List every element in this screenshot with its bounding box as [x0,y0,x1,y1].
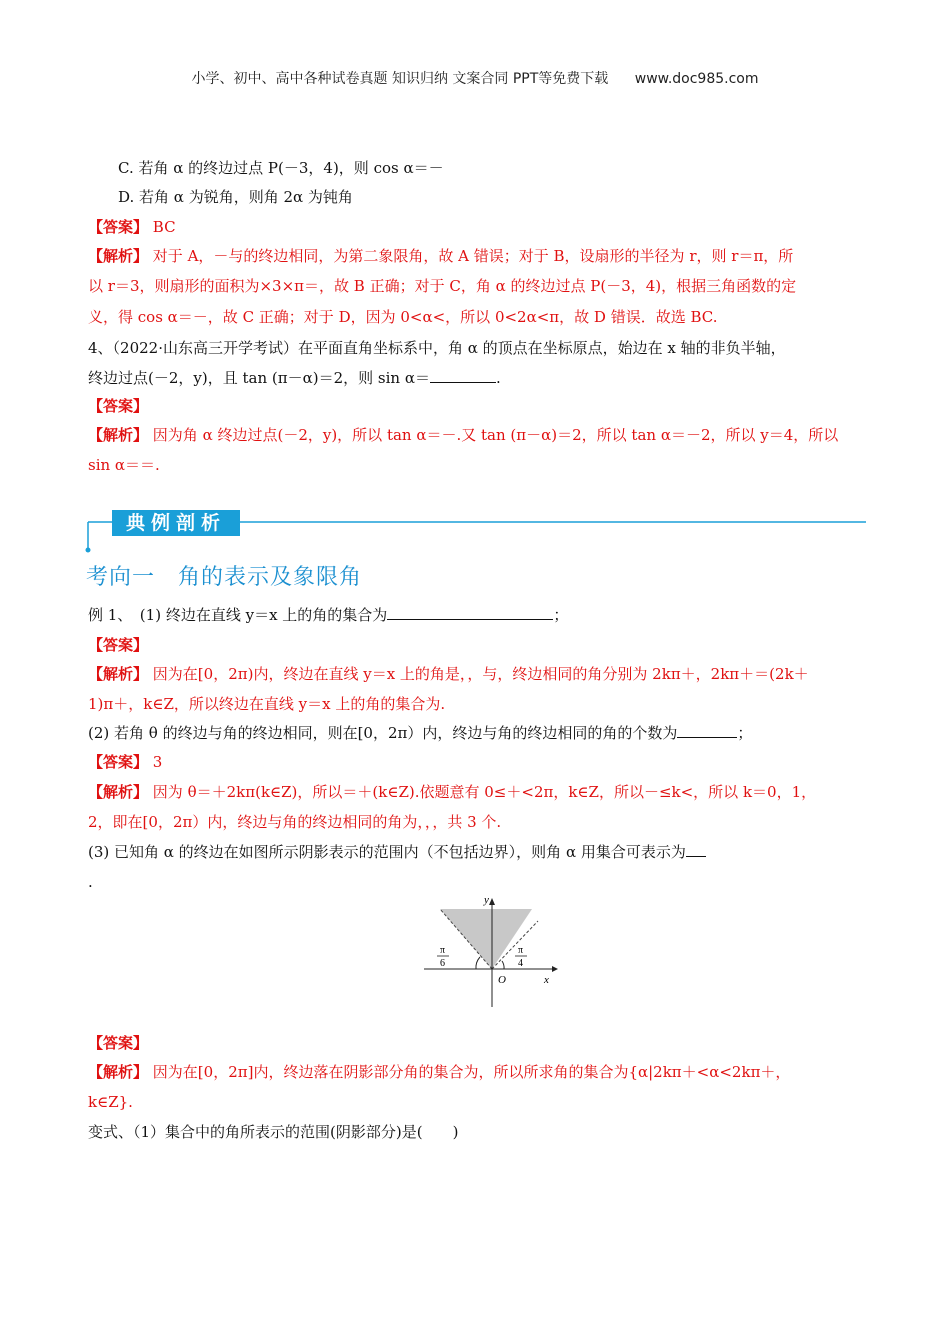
explanation-tag: 【解析】 [88,783,149,801]
variant-1: 变式、（1）集合中的角所表示的范围(阴影部分)是( ) [88,1123,459,1141]
explanation-1c: 义，得 cos α＝－，故 C 正确；对于 D，因为 0<α<，所以 0<2α<π，故 D 错误．故选 BC. [88,308,718,326]
explanation-text: 对于 A，－与的终边相同，为第二象限角，故 A 错误；对于 B，设扇形的半径为 r，则 r＝π，所 [152,247,794,265]
explanation-tag: 【解析】 [88,665,149,683]
explanation-7b: k∈Z}. [88,1093,133,1111]
answer-tag: 【答案】 [88,218,149,236]
example-1-part-1: 例 1、 (1) 终边在直线 y＝x 上的角的集合为 ； [88,606,569,624]
explanation-5b: 1)π＋，k∈Z，所以终边在直线 y＝x 上的角的集合为. [88,695,446,713]
answer-6 [88,752,863,772]
explanation-tag: 【解析】 [88,247,149,265]
explanation-text: 因为角 α 终边过点(－2，y)，所以 tan α＝－.又 tan (π－α)＝2，所以 tan α＝－2，所以 y＝4，所以 [152,426,839,444]
explanation-tag: 【解析】 [88,426,149,444]
option-d: D. 若角 α 为锐角，则角 2α 为钝角 [118,188,353,206]
x-axis-arrow [552,966,558,972]
explanation-text: 因为在[0，2π)内，终边在直线 y＝x 上的角是，，与，终边相同的角分别为 2kπ＋，2kπ＋＝(2k＋ [152,665,809,683]
example-1-part-2: (2) 若角 θ 的终边与角的终边相同，则在[0，2π）内，终边与角的终边相同的角的个数为 ； [88,724,753,742]
header-site: www.doc985.com [634,71,759,87]
example-1-part-3 [88,842,863,862]
y-axis-arrow [489,898,495,905]
answer-1 [88,217,863,237]
answer-blank [430,368,496,383]
answer-tag: 【答案】 [88,753,149,771]
page-header [0,68,950,88]
answer-blank [387,605,553,620]
answer-tag: 【答案】 [88,397,149,415]
question-4b: 终边过点(－2，y)，且 tan (π－α)＝2，则 sin α＝ . [88,369,501,387]
explanation-1a [88,246,863,266]
origin-label: O [498,974,506,986]
y-label: y [484,895,489,906]
left-angle-denominator: 6 [440,958,445,969]
answer-5 [88,635,863,655]
example-3-text: (3) 已知角 α 的终边在如图所示阴影表示的范围内（不包括边界），则角 α 用集合可表示为 [88,843,686,861]
example-1-text: 例 1、 (1) 终边在直线 y＝x 上的角的集合为 [88,606,388,624]
answer-blank [677,723,737,738]
explanation-tag: 【解析】 [88,1063,149,1081]
answer-4 [88,396,863,416]
answer-blank [686,842,706,857]
answer-value: 3 [152,753,163,771]
explanation-text: 因为在[0，2π]内，终边落在阴影部分角的集合为，所以所求角的集合为{α|2kπ＋<α<2kπ＋， [152,1063,791,1081]
angle-region-figure [420,895,560,1010]
explanation-4a [88,425,863,445]
explanation-7a [88,1062,863,1082]
explanation-1b: 以 r＝3，则扇形的面积为×3×π＝，故 B 正确；对于 C，角 α 的终边过点 P(－3，4)，根据三角函数的定 [88,277,797,295]
question-4b-text: 终边过点(－2，y)，且 tan (π－α)＝2，则 sin α＝ [88,369,430,387]
answer-tag: 【答案】 [88,1034,149,1052]
right-angle-arc [502,961,504,969]
question-4a: 4、（2022·山东高三开学考试）在平面直角坐标系中，角 α 的顶点在坐标原点，始边在 x 轴的非负半轴， [88,339,786,357]
answer-value: BC [152,218,176,236]
explanation-6b: 2，即在[0，2π）内，终边与角的终边相同的角为，，，共 3 个. [88,813,502,831]
option-c: C. 若角 α 的终边过点 P(－3，4)，则 cos α＝－ [118,159,444,177]
answer-tag: 【答案】 [88,636,149,654]
header-text: 小学、初中、高中各种试卷真题 知识归纳 文案合同 PPT等免费下载 [191,71,609,87]
example-1-part-3-end: . [88,873,93,891]
explanation-5a [88,664,863,684]
left-angle-arc [476,957,480,969]
section-title: 考向一 角的表示及象限角 [86,565,363,590]
explanation-text: 因为 θ＝＋2kπ(k∈Z)，所以＝＋(k∈Z).依题意有 0≤＋<2π，k∈Z，所以－≤k<，所以 k＝0，1， [152,783,817,801]
section-banner: 典例剖析 [112,510,240,536]
right-angle-numerator: π [518,945,524,956]
explanation-6a [88,782,863,802]
example-2-text: (2) 若角 θ 的终边与角的终边相同，则在[0，2π）内，终边与角的终边相同的角的个数为 [88,724,678,742]
left-angle-numerator: π [440,945,446,956]
x-label: x [544,974,549,986]
explanation-4b: sin α＝＝. [88,456,160,474]
answer-7 [88,1033,863,1053]
right-angle-denominator: 4 [518,958,523,969]
